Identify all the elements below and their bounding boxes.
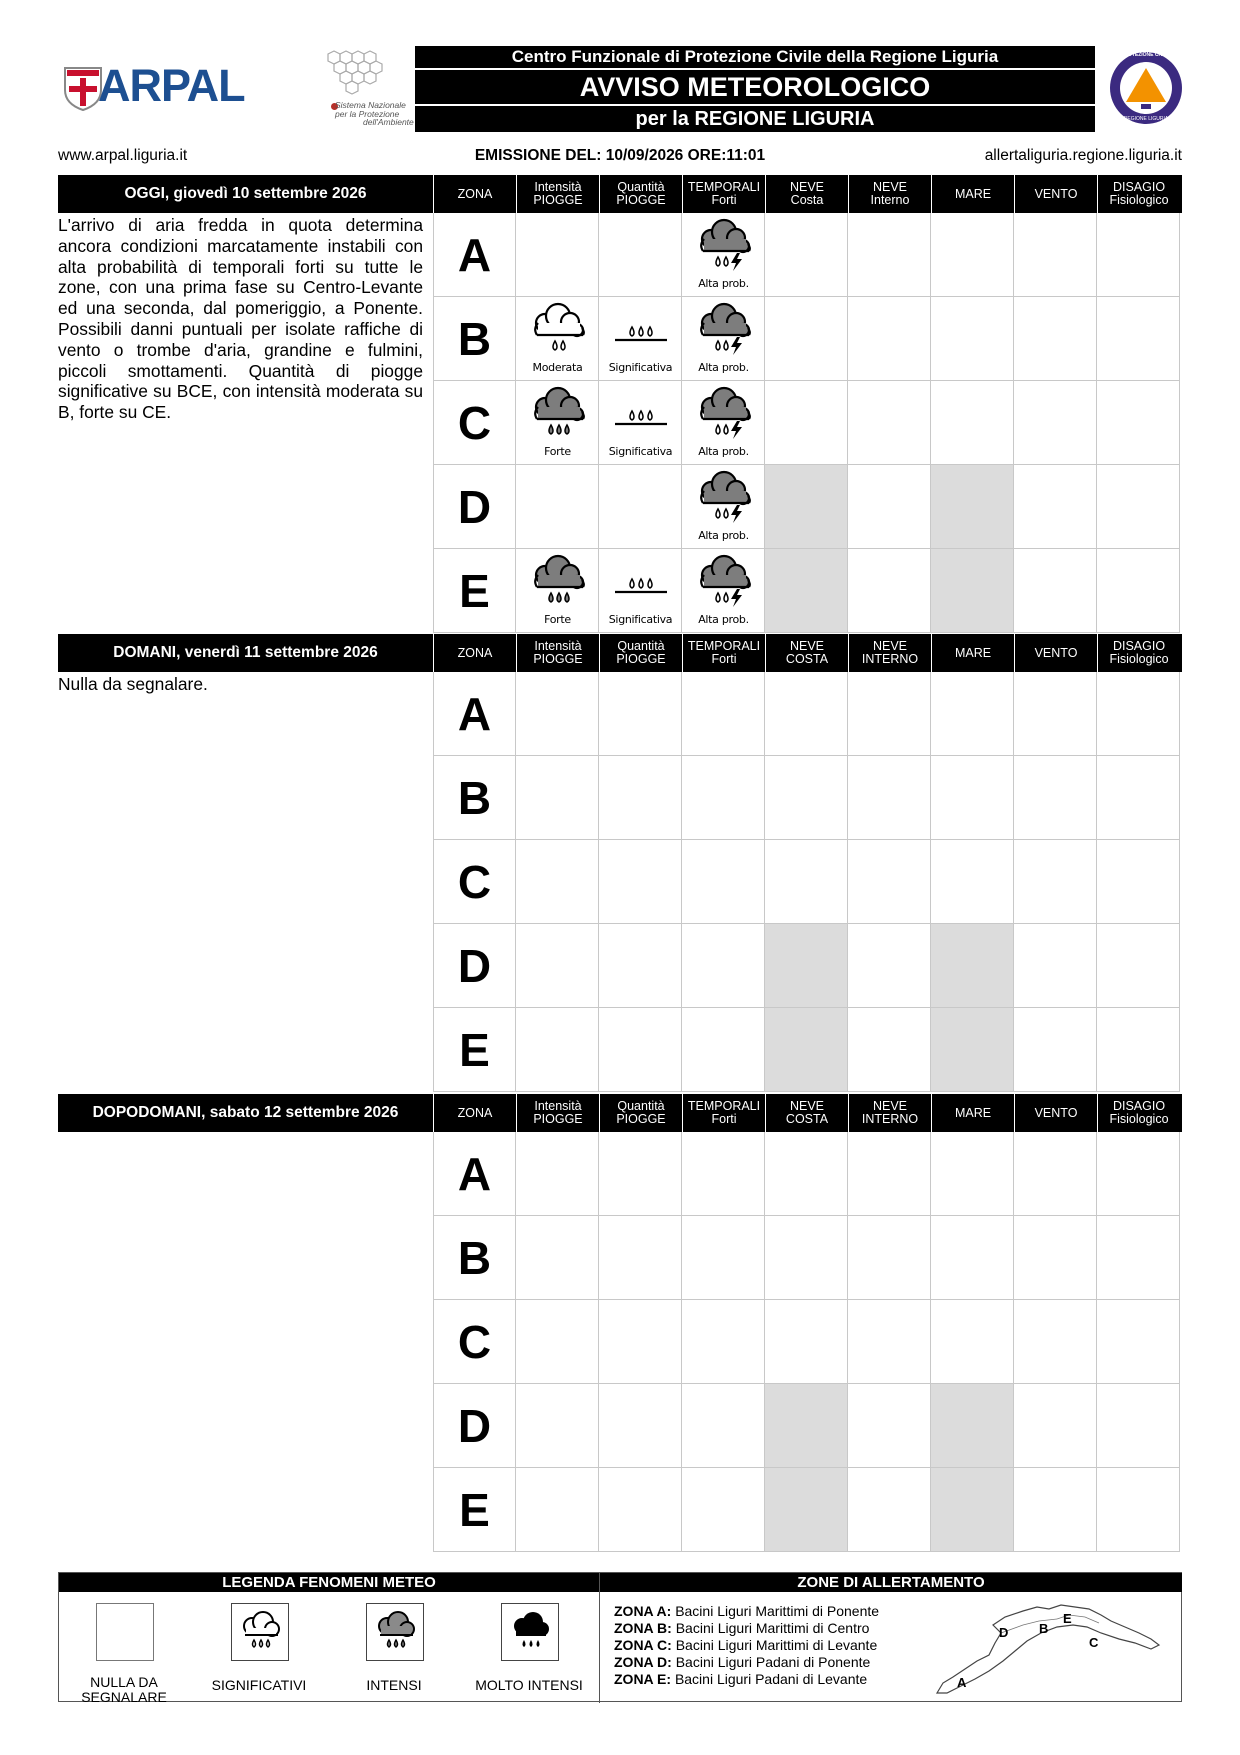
forecast-cell — [1097, 756, 1180, 840]
zone-row — [433, 1300, 1182, 1384]
column-header-line: Intensità — [534, 180, 582, 194]
not-applicable-cell — [931, 924, 1014, 1008]
forecast-cell — [599, 549, 682, 633]
snpa-logo-line: dell'Ambiente — [363, 117, 414, 127]
zone-letter: D — [433, 924, 516, 1008]
column-header — [931, 1094, 1014, 1132]
zone-letter: D — [433, 465, 516, 549]
column-header — [848, 634, 931, 672]
forecast-cell — [848, 1384, 931, 1468]
emission-date: EMISSIONE DEL: 10/09/2026 ORE:11:01 — [474, 147, 766, 164]
legend-item-significativi — [194, 1603, 324, 1703]
forecast-cell — [931, 1132, 1014, 1216]
forecast-cell — [1097, 213, 1180, 297]
forecast-cell — [931, 672, 1014, 756]
forecast-cell — [599, 213, 682, 297]
column-header-line: VENTO — [1034, 645, 1078, 660]
column-header-line: Fisiologico — [1109, 652, 1169, 666]
zone-letter: C — [433, 1300, 516, 1384]
forecast-cell — [682, 381, 765, 465]
page-title: AVVISO METEOROLOGICO — [415, 70, 1095, 104]
forecast-cell — [848, 1468, 931, 1552]
forecast-cell — [765, 1216, 848, 1300]
zone-row — [433, 549, 1182, 633]
day-title: DOPODOMANI, sabato 12 settembre 2026 — [92, 1104, 399, 1121]
forecast-cell — [1014, 756, 1097, 840]
icon-label: Significativa — [608, 361, 673, 374]
forecast-cell — [848, 549, 931, 633]
zone-letter: B — [433, 1216, 516, 1300]
column-header-line: Forti — [711, 193, 737, 207]
forecast-cell — [848, 381, 931, 465]
forecast-cell — [1097, 465, 1180, 549]
forecast-cell — [516, 1008, 599, 1092]
column-header-line: VENTO — [1034, 186, 1078, 201]
day-header-bar — [58, 634, 1182, 672]
zone-entry: ZONA C: Bacini Liguri Marittimi di Levante — [614, 1637, 878, 1653]
forecast-cell — [848, 924, 931, 1008]
forecast-cell — [682, 672, 765, 756]
forecast-cell — [516, 297, 599, 381]
column-header — [1097, 634, 1180, 672]
column-header — [516, 634, 599, 672]
forecast-cell — [848, 297, 931, 381]
column-header-line: Intensità — [534, 639, 582, 653]
forecast-cell — [1014, 297, 1097, 381]
forecast-cell — [1014, 1008, 1097, 1092]
not-applicable-cell — [765, 465, 848, 549]
forecast-cell — [765, 297, 848, 381]
forecast-cell — [1014, 672, 1097, 756]
column-header-line: PIOGGE — [616, 1112, 666, 1126]
forecast-cell — [1097, 549, 1180, 633]
column-header-line: MARE — [954, 645, 992, 660]
rain-intense-icon — [366, 1603, 424, 1661]
title-box — [415, 46, 1095, 132]
pc-logo-text: PROTEZIONE CIVILE — [1120, 52, 1171, 58]
forecast-cell — [931, 381, 1014, 465]
legend-divider — [599, 1573, 600, 1703]
column-header — [516, 175, 599, 213]
not-applicable-cell — [765, 1008, 848, 1092]
forecast-cell — [848, 1216, 931, 1300]
forecast-cell — [1097, 1132, 1180, 1216]
column-header — [1097, 175, 1180, 213]
zone-entry: ZONA D: Bacini Liguri Padani di Ponente — [614, 1654, 871, 1670]
not-applicable-cell — [931, 465, 1014, 549]
rain-very-intense-icon — [501, 1603, 559, 1661]
zone-entry: ZONA E: Bacini Liguri Padani di Levante — [614, 1671, 868, 1687]
forecast-cell — [599, 1384, 682, 1468]
column-header-line: NEVE — [872, 639, 908, 653]
legend-item-molto-intensi — [464, 1603, 594, 1703]
forecast-cell — [516, 465, 599, 549]
column-header — [682, 1094, 765, 1132]
column-header-line: DISAGIO — [1112, 180, 1166, 194]
forecast-cell — [848, 672, 931, 756]
forecast-cell — [1014, 1300, 1097, 1384]
icon-label: Moderata — [532, 361, 583, 374]
forecast-cell — [516, 549, 599, 633]
forecast-cell — [1014, 1132, 1097, 1216]
column-header-line: PIOGGE — [533, 193, 583, 207]
snpa-logo-line: Sistema Nazionale — [335, 100, 406, 110]
forecast-cell — [516, 1384, 599, 1468]
zones-title: ZONE DI ALLERTAMENTO — [600, 1573, 1182, 1592]
forecast-cell — [599, 840, 682, 924]
forecast-cell — [1014, 1384, 1097, 1468]
forecast-cell — [931, 840, 1014, 924]
forecast-cell — [682, 1216, 765, 1300]
forecast-cell — [931, 1216, 1014, 1300]
forecast-cell — [682, 840, 765, 924]
forecast-cell — [682, 213, 765, 297]
column-header — [433, 175, 516, 213]
column-header-line: INTERNO — [861, 1112, 919, 1126]
allerta-website-link[interactable]: allertaliguria.regione.liguria.it — [984, 147, 1182, 164]
column-header-line: Intensità — [534, 1099, 582, 1113]
forecast-cell — [516, 840, 599, 924]
column-header — [765, 634, 848, 672]
column-header-line: PIOGGE — [616, 652, 666, 666]
column-header-line: PIOGGE — [616, 193, 666, 207]
not-applicable-cell — [765, 549, 848, 633]
column-header — [765, 175, 848, 213]
not-applicable-cell — [931, 1468, 1014, 1552]
forecast-cell — [599, 1008, 682, 1092]
forecast-cell — [931, 213, 1014, 297]
forecast-cell — [599, 1300, 682, 1384]
day-title: DOMANI, venerdì 11 settembre 2026 — [113, 644, 378, 661]
forecast-cell — [599, 381, 682, 465]
column-header-line: Fisiologico — [1109, 193, 1169, 207]
pc-logo-text: REGIONE LIGURIA — [1123, 116, 1169, 122]
forecast-cell — [848, 1008, 931, 1092]
forecast-cell — [1014, 381, 1097, 465]
column-header-line: COSTA — [785, 1112, 829, 1126]
zone-row — [433, 381, 1182, 465]
forecast-cell — [516, 756, 599, 840]
column-header — [848, 1094, 931, 1132]
column-header-line: Quantità — [617, 1099, 665, 1113]
forecast-cell — [848, 756, 931, 840]
legend-item-intensi — [329, 1603, 459, 1703]
forecast-cell — [516, 381, 599, 465]
icon-label: Alta prob. — [698, 613, 749, 626]
forecast-cell — [682, 1008, 765, 1092]
icon-label: Alta prob. — [698, 361, 749, 374]
forecast-cell — [1097, 924, 1180, 1008]
column-header — [599, 175, 682, 213]
arpal-website-link[interactable]: www.arpal.liguria.it — [58, 147, 188, 164]
column-header-line: DISAGIO — [1112, 639, 1166, 653]
header-subtitle: Centro Funzionale di Protezione Civile della Regione Liguria — [415, 46, 1095, 68]
forecast-cell — [516, 1468, 599, 1552]
not-applicable-cell — [931, 1384, 1014, 1468]
not-applicable-cell — [931, 1008, 1014, 1092]
forecast-cell — [931, 756, 1014, 840]
day-description: L'arrivo di aria fredda in quota determina ancora condizioni marcatamente instabili con alta probabilità di temporali forti su tutte le zone, con una prima fase su Centro-Levante ed una seconda, dal pomeriggio, a Ponente. Possibili danni puntuali per isolate raffiche di vento o trombe d'aria, grandine e fulmini, piccoli smottamenti. Quantità di piogge significative su BCE, con intensità moderata su B, forte su CE. — [58, 215, 423, 423]
zone-row — [433, 840, 1182, 924]
legend-item-label: NULLA DA SEGNALARE — [81, 1674, 167, 1705]
column-header-line: TEMPORALI — [687, 639, 761, 653]
liguria-zone-map — [929, 1595, 1169, 1700]
column-header-line: ZONA — [457, 645, 493, 660]
zone-row — [433, 1468, 1182, 1552]
forecast-cell — [1097, 1008, 1180, 1092]
zone-entry: ZONA A: Bacini Liguri Marittimi di Ponente — [614, 1603, 880, 1619]
forecast-cell — [682, 465, 765, 549]
forecast-cell — [682, 1300, 765, 1384]
forecast-cell — [516, 924, 599, 1008]
forecast-cell — [1014, 465, 1097, 549]
protezione-civile-logo — [1108, 50, 1184, 126]
info-row — [58, 147, 1182, 167]
not-applicable-cell — [765, 924, 848, 1008]
icon-label: Alta prob. — [698, 445, 749, 458]
column-header-line: VENTO — [1034, 1105, 1078, 1120]
column-header-line: Quantità — [617, 180, 665, 194]
legend-item-label: MOLTO INTENSI — [475, 1677, 583, 1693]
empty-box-icon — [96, 1603, 154, 1661]
legend-title: LEGENDA FENOMENI METEO — [59, 1573, 599, 1592]
column-header-line: ZONA — [457, 186, 493, 201]
zone-row — [433, 672, 1182, 756]
column-header-line: Quantità — [617, 639, 665, 653]
column-header-line: MARE — [954, 186, 992, 201]
not-applicable-cell — [765, 1468, 848, 1552]
forecast-cell — [682, 1468, 765, 1552]
column-header-line: DISAGIO — [1112, 1099, 1166, 1113]
zone-letter: C — [433, 381, 516, 465]
column-header-line: MARE — [954, 1105, 992, 1120]
forecast-cell — [1014, 1216, 1097, 1300]
legend-item-nulla — [59, 1603, 189, 1703]
zone-row — [433, 756, 1182, 840]
map-label-e: E — [1063, 1611, 1072, 1626]
zone-row — [433, 1132, 1182, 1216]
zone-entry: ZONA B: Bacini Liguri Marittimi di Centro — [614, 1620, 870, 1636]
forecast-cell — [1097, 1468, 1180, 1552]
forecast-cell — [599, 465, 682, 549]
column-header — [848, 175, 931, 213]
forecast-cell — [1014, 840, 1097, 924]
column-header — [682, 175, 765, 213]
forecast-cell — [516, 1216, 599, 1300]
column-header-line: INTERNO — [861, 652, 919, 666]
column-header — [599, 634, 682, 672]
forecast-cell — [848, 1132, 931, 1216]
column-header-line: TEMPORALI — [687, 1099, 761, 1113]
header-region: per la REGIONE LIGURIA — [415, 106, 1095, 132]
forecast-cell — [682, 1132, 765, 1216]
zone-letter: A — [433, 672, 516, 756]
zone-letter: A — [433, 213, 516, 297]
forecast-cell — [1097, 1300, 1180, 1384]
column-header — [931, 175, 1014, 213]
column-header-line: Forti — [711, 652, 737, 666]
forecast-cell — [599, 1216, 682, 1300]
column-header-line: COSTA — [785, 652, 829, 666]
zone-row — [433, 297, 1182, 381]
forecast-cell — [765, 1132, 848, 1216]
column-header — [1097, 1094, 1180, 1132]
day-title: OGGI, giovedì 10 settembre 2026 — [124, 185, 367, 202]
forecast-cell — [682, 924, 765, 1008]
column-header-line: Fisiologico — [1109, 1112, 1169, 1126]
legend-item-label: INTENSI — [366, 1677, 422, 1693]
forecast-cell — [931, 297, 1014, 381]
column-header — [931, 634, 1014, 672]
snpa-logo-line: per la Protezione — [335, 108, 400, 119]
column-header-line: NEVE — [789, 180, 825, 194]
forecast-cell — [682, 1384, 765, 1468]
column-header-line: ZONA — [457, 1105, 493, 1120]
zone-row — [433, 213, 1182, 297]
icon-label: Significativa — [608, 613, 673, 626]
column-header — [516, 1094, 599, 1132]
forecast-cell — [1097, 672, 1180, 756]
column-header-line: Forti — [711, 1112, 737, 1126]
column-header — [1014, 634, 1097, 672]
forecast-cell — [599, 297, 682, 381]
forecast-cell — [682, 549, 765, 633]
rain-significant-icon — [231, 1603, 289, 1661]
column-header-line: PIOGGE — [533, 1112, 583, 1126]
forecast-cell — [765, 840, 848, 924]
forecast-cell — [682, 756, 765, 840]
forecast-cell — [931, 1300, 1014, 1384]
column-header — [1014, 1094, 1097, 1132]
column-header-line: TEMPORALI — [687, 180, 761, 194]
column-header — [433, 1094, 516, 1132]
zone-letter: A — [433, 1132, 516, 1216]
column-header-line: Interno — [870, 193, 910, 207]
forecast-cell — [765, 672, 848, 756]
forecast-cell — [848, 465, 931, 549]
day-header-bar — [58, 175, 1182, 213]
forecast-cell — [682, 297, 765, 381]
forecast-cell — [599, 1468, 682, 1552]
icon-label: Forte — [544, 445, 571, 458]
column-header-line: PIOGGE — [533, 652, 583, 666]
column-header-line: NEVE — [789, 1099, 825, 1113]
forecast-cell — [516, 1300, 599, 1384]
legend-panel — [58, 1572, 1182, 1705]
zone-letter: B — [433, 297, 516, 381]
forecast-cell — [1014, 549, 1097, 633]
arpal-logo-text: ARPAL — [98, 60, 245, 111]
legend-item-label: SIGNIFICATIVI — [211, 1677, 307, 1693]
forecast-cell — [848, 213, 931, 297]
forecast-cell — [1097, 840, 1180, 924]
document-header — [58, 44, 1183, 134]
icon-label: Significativa — [608, 445, 673, 458]
column-header — [599, 1094, 682, 1132]
column-header — [433, 634, 516, 672]
forecast-cell — [1097, 297, 1180, 381]
forecast-cell — [516, 213, 599, 297]
map-label-d: D — [999, 1625, 1009, 1640]
map-label-b: B — [1039, 1621, 1049, 1636]
zone-letter: E — [433, 1468, 516, 1552]
zone-row — [433, 1384, 1182, 1468]
map-label-a: A — [957, 1675, 967, 1690]
day-description: Nulla da segnalare. — [58, 674, 208, 694]
column-header-line: NEVE — [872, 1099, 908, 1113]
forecast-cell — [765, 1300, 848, 1384]
forecast-cell — [765, 213, 848, 297]
not-applicable-cell — [765, 1384, 848, 1468]
forecast-cell — [599, 672, 682, 756]
forecast-cell — [516, 1132, 599, 1216]
forecast-cell — [1014, 213, 1097, 297]
zone-letter: E — [433, 549, 516, 633]
column-header — [682, 634, 765, 672]
snpa-logo — [288, 44, 428, 134]
forecast-cell — [765, 756, 848, 840]
forecast-cell — [765, 381, 848, 465]
forecast-cell — [848, 1300, 931, 1384]
forecast-cell — [1097, 381, 1180, 465]
column-header — [1014, 175, 1097, 213]
forecast-cell — [1097, 1216, 1180, 1300]
zone-row — [433, 1216, 1182, 1300]
not-applicable-cell — [931, 549, 1014, 633]
forecast-cell — [516, 672, 599, 756]
zone-row — [433, 1008, 1182, 1092]
icon-label: Alta prob. — [698, 277, 749, 290]
zone-row — [433, 924, 1182, 1008]
zone-row — [433, 465, 1182, 549]
zones-list — [614, 1603, 879, 1688]
zone-letter: D — [433, 1384, 516, 1468]
column-header-line: NEVE — [789, 639, 825, 653]
forecast-cell — [848, 840, 931, 924]
forecast-cell — [1014, 924, 1097, 1008]
icon-label: Forte — [544, 613, 571, 626]
forecast-cell — [599, 756, 682, 840]
column-header-line: Costa — [790, 193, 824, 207]
zone-letter: E — [433, 1008, 516, 1092]
forecast-cell — [1097, 1384, 1180, 1468]
column-header-line: NEVE — [872, 180, 908, 194]
forecast-cell — [1014, 1468, 1097, 1552]
forecast-cell — [599, 1132, 682, 1216]
column-header — [765, 1094, 848, 1132]
map-label-c: C — [1089, 1635, 1099, 1650]
arpal-logo — [60, 60, 300, 114]
zone-letter: C — [433, 840, 516, 924]
day-header-bar — [58, 1094, 1182, 1132]
zone-letter: B — [433, 756, 516, 840]
icon-label: Alta prob. — [698, 529, 749, 542]
forecast-cell — [599, 924, 682, 1008]
